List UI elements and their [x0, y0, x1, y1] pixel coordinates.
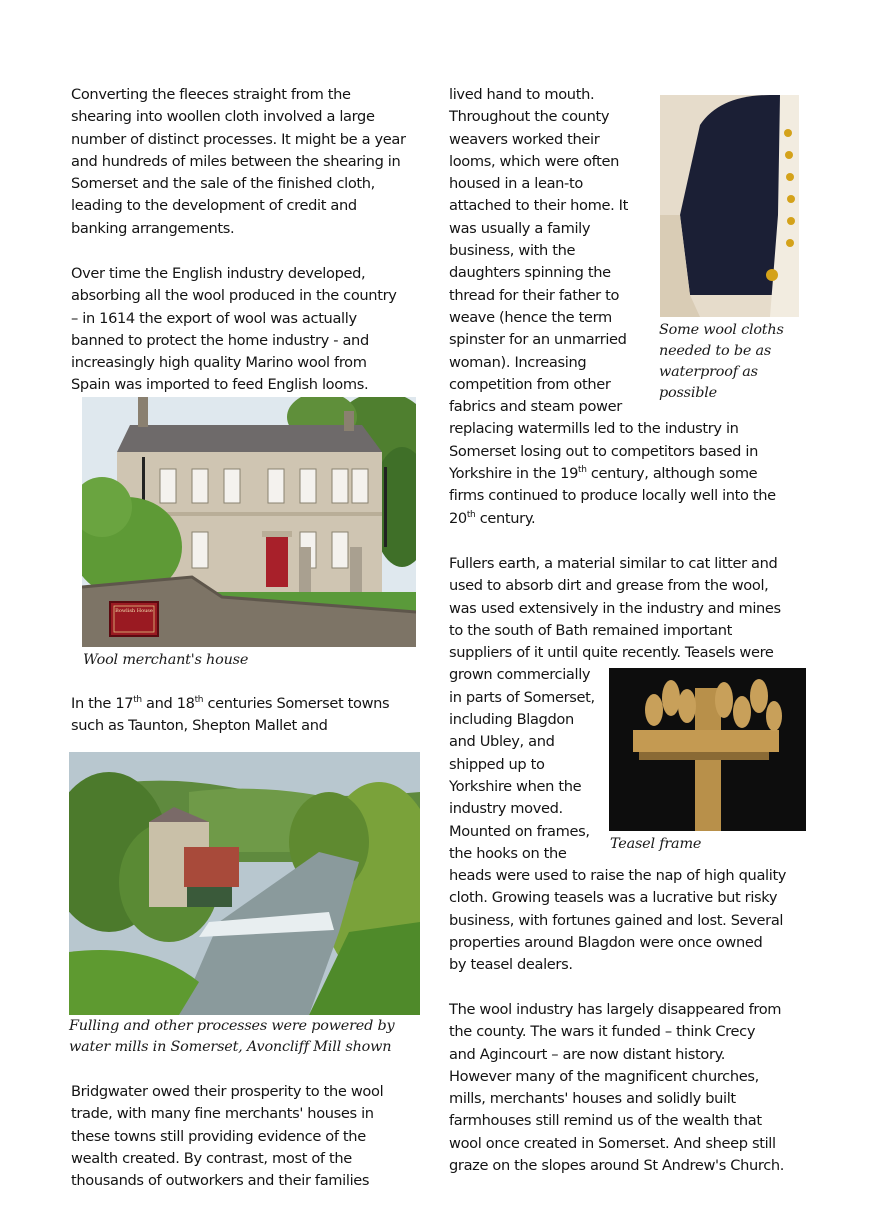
- text-line: leading to the development of credit and: [71, 197, 357, 215]
- text-line: grown commercially: [449, 666, 591, 684]
- text-line: looms, which were often: [449, 152, 620, 170]
- text-line: woman). Increasing: [449, 353, 587, 371]
- right-paragraph-3: [449, 999, 784, 1177]
- caption-line: Fulling and other processes were powered by: [69, 1018, 395, 1034]
- text-line: and Agincourt – are now distant history.: [449, 1045, 726, 1063]
- left-paragraph-4: [71, 1081, 383, 1192]
- text-line: 20th century.: [449, 509, 536, 527]
- text-line: competition from other: [449, 375, 611, 393]
- text-line: Bridgwater owed their prosperity to the wool: [71, 1083, 384, 1100]
- caption-line: Some wool cloths: [659, 322, 784, 338]
- text-line: industry moved.: [449, 800, 563, 818]
- text-line: graze on the slopes around St Andrew's Church.: [449, 1157, 785, 1175]
- caption-line: waterproof as: [659, 364, 758, 380]
- text-line: weave (hence the term: [449, 308, 612, 326]
- text-line: absorbing all the wool produced in the country: [71, 287, 397, 305]
- text-line: and hundreds of miles between the shearing in: [71, 152, 401, 170]
- text-line: business, with the: [449, 242, 576, 260]
- text-line: was usually a family: [449, 219, 591, 237]
- avoncliff-mill-photo: [69, 752, 420, 1015]
- text-line: shearing into woollen cloth involved a large: [71, 108, 375, 126]
- text-line: Spain was imported to feed English looms.: [71, 376, 369, 394]
- text-line: thread for their father to: [449, 286, 620, 304]
- text-line: housed in a lean-to: [449, 175, 583, 193]
- text-line: by teasel dealers.: [449, 956, 573, 974]
- text-line: number of distinct processes. It might be a year: [71, 130, 406, 148]
- text-line: properties around Blagdon were once owned: [449, 934, 763, 952]
- caption-line: possible: [659, 385, 717, 401]
- text-line: fabrics and steam power: [449, 398, 622, 416]
- left-paragraph-3: [71, 693, 389, 738]
- text-line: Fullers earth, a material similar to cat litter and: [449, 555, 778, 572]
- text-line: used to absorb dirt and grease from the wool,: [449, 577, 769, 595]
- text-line: these towns still providing evidence of the: [71, 1127, 366, 1145]
- text-line: In the 17th and 18th centuries Somerset towns: [71, 695, 390, 712]
- text-line: attached to their home. It: [449, 197, 628, 215]
- teasel-caption: Teasel frame: [610, 836, 702, 852]
- caption-line: needed to be as: [659, 343, 772, 359]
- text-line: thousands of outworkers and their families: [71, 1172, 370, 1190]
- text-line: Yorkshire when the: [449, 777, 582, 795]
- text-line: weavers worked their: [449, 130, 600, 148]
- text-line: farmhouses still remind us of the wealth that: [449, 1112, 762, 1130]
- text-line: and Ubley, and: [449, 733, 555, 751]
- house-sign-text: Bowlish House: [115, 608, 153, 614]
- text-line: firms continued to produce locally well into the: [449, 487, 776, 505]
- text-line: The wool industry has largely disappeared from: [449, 1001, 782, 1018]
- wool-jacket-photo: [660, 95, 799, 317]
- text-line: lived hand to mouth.: [449, 86, 595, 103]
- text-line: the hooks on the: [449, 844, 567, 862]
- mill-caption: [69, 1016, 394, 1058]
- text-line: including Blagdon: [449, 711, 574, 729]
- text-line: daughters spinning the: [449, 264, 611, 282]
- merchant-house-photo: [82, 397, 416, 647]
- text-line: increasingly high quality Marino wool from: [71, 354, 367, 372]
- text-line: banking arrangements.: [71, 219, 235, 237]
- text-line: Over time the English industry developed,: [71, 265, 366, 282]
- left-paragraph-1: [71, 84, 406, 240]
- caption-line: water mills in Somerset, Avoncliff Mill shown: [69, 1039, 392, 1055]
- text-line: wool once created in Somerset. And sheep still: [449, 1134, 776, 1152]
- text-line: the county. The wars it funded – think Crecy: [449, 1023, 756, 1041]
- text-line: banned to protect the home industry - and: [71, 331, 369, 349]
- text-line: However many of the magnificent churches,: [449, 1067, 759, 1085]
- teasel-frame-photo: [609, 668, 806, 831]
- text-line: Throughout the county: [449, 108, 610, 126]
- text-line: Yorkshire in the 19th century, although some: [449, 465, 758, 483]
- text-line: was used extensively in the industry and mines: [449, 599, 781, 617]
- text-line: suppliers of it until quite recently. Teasels were: [449, 644, 774, 662]
- text-line: Somerset and the sale of the finished cloth,: [71, 175, 375, 193]
- text-line: replacing watermills led to the industry in: [449, 420, 739, 438]
- text-line: – in 1614 the export of wool was actually: [71, 309, 357, 327]
- text-line: shipped up to: [449, 755, 545, 773]
- house-caption: Wool merchant's house: [83, 652, 249, 668]
- text-line: heads were used to raise the nap of high quality: [449, 867, 787, 885]
- text-line: mills, merchants' houses and solidly built: [449, 1090, 736, 1108]
- text-line: Somerset losing out to competitors based in: [449, 442, 758, 460]
- text-line: wealth created. By contrast, most of the: [71, 1149, 352, 1167]
- text-line: such as Taunton, Shepton Mallet and: [71, 717, 328, 735]
- jacket-caption: [659, 320, 784, 404]
- text-line: business, with fortunes gained and lost. Several: [449, 911, 784, 929]
- text-line: to the south of Bath remained important: [449, 621, 732, 639]
- text-line: in parts of Somerset,: [449, 688, 595, 706]
- text-line: spinster for an unmarried: [449, 331, 627, 349]
- text-line: Converting the fleeces straight from the: [71, 86, 351, 103]
- left-paragraph-2: [71, 263, 397, 397]
- text-line: trade, with many fine merchants' houses in: [71, 1105, 374, 1123]
- text-line: Mounted on frames,: [449, 822, 590, 840]
- text-line: cloth. Growing teasels was a lucrative but risky: [449, 889, 778, 907]
